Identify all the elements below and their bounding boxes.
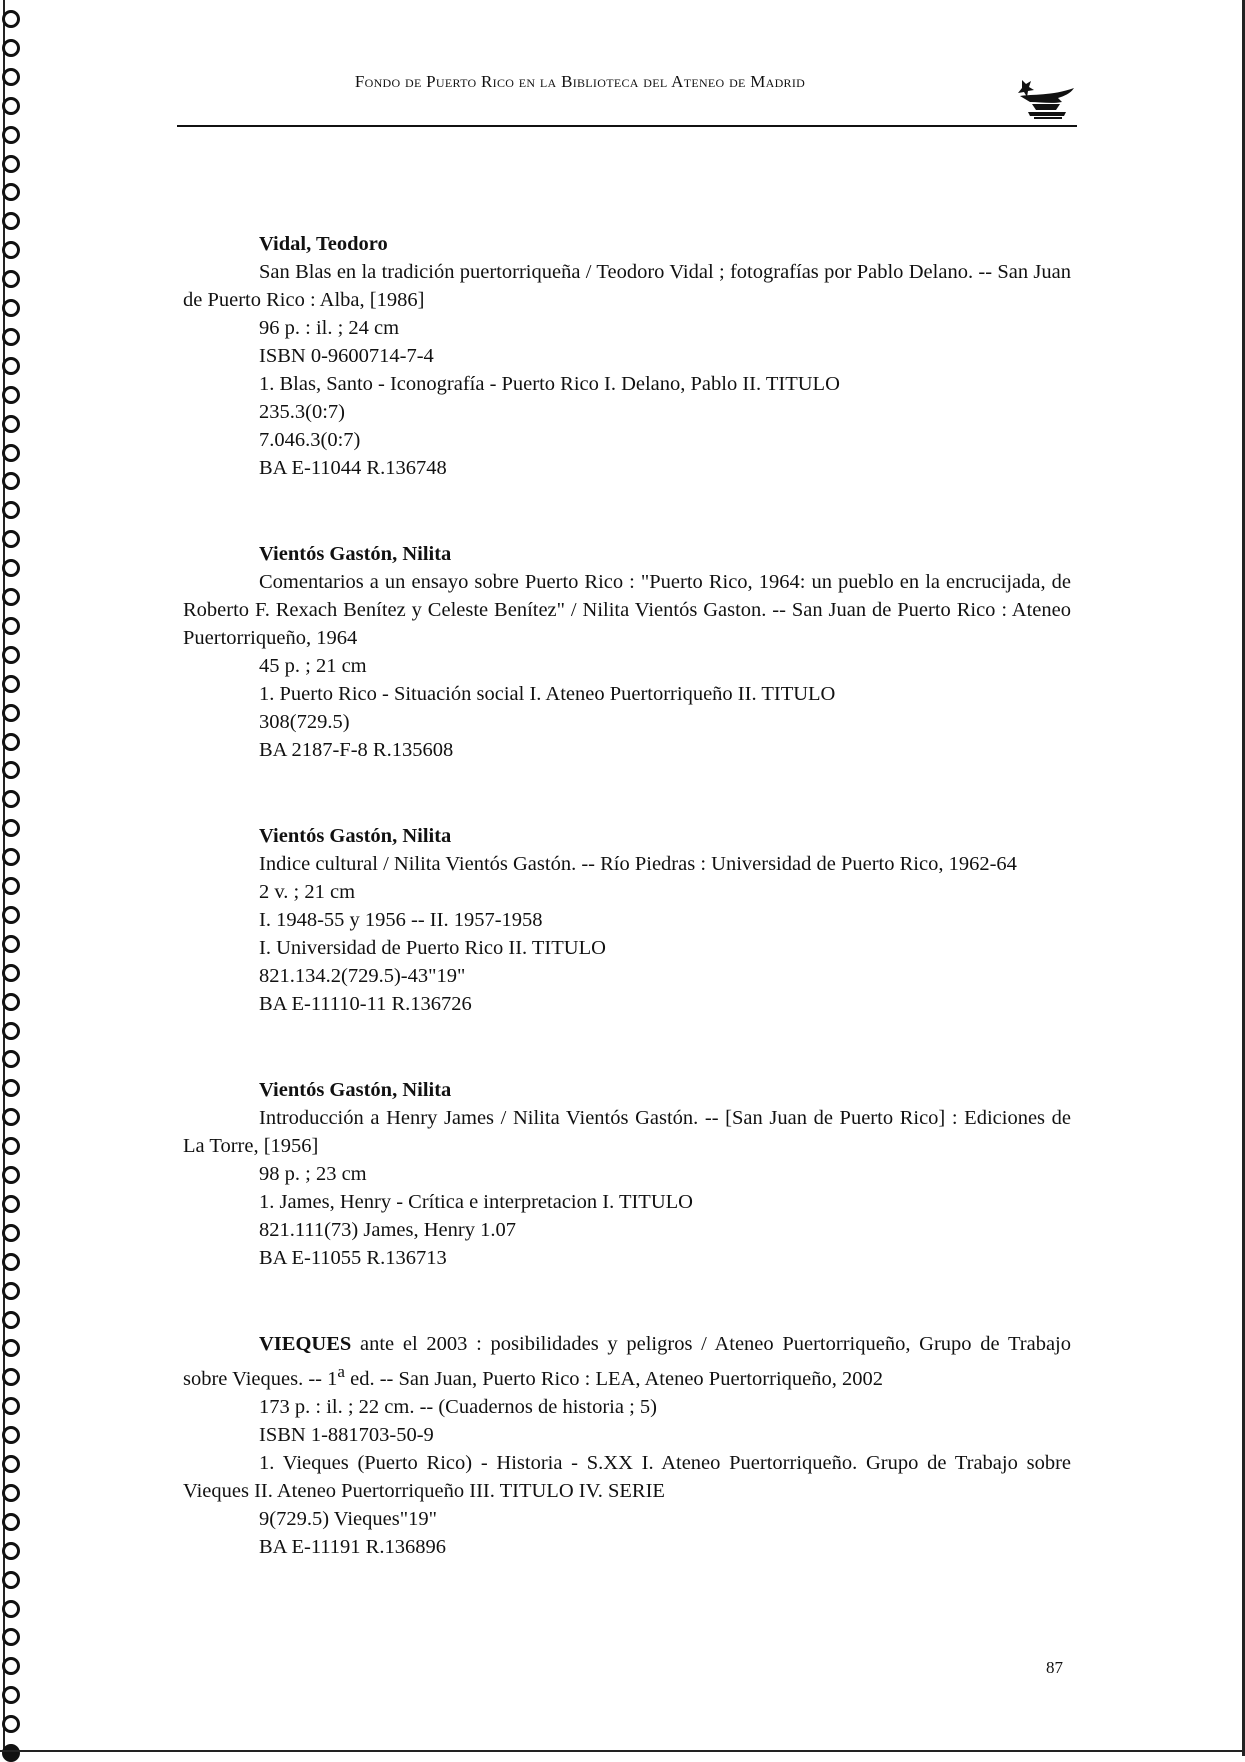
entry-author: Vidal, Teodoro (259, 233, 388, 255)
catalog-entries (183, 230, 1071, 1619)
entry-line: I. 1948-55 y 1956 -- II. 1957-1958 (259, 909, 543, 931)
binding-hole (2, 1542, 20, 1560)
entry-line: 2 v. ; 21 cm (259, 881, 356, 903)
page-header-title: Fondo de Puerto Rico en la Biblioteca del Ateneo de Madrid (354, 72, 806, 91)
binding-hole (2, 1339, 20, 1357)
binding-hole (2, 1744, 20, 1762)
entry-subjects: 1. Vieques (Puerto Rico) - Historia - S.XX I. Ateneo Puertorriqueño. Grupo de Trabajo sobre Vieques II. Ateneo Puertorriqueño III. TITULO IV. SERIE (183, 1451, 1071, 1502)
binding-hole (2, 1686, 20, 1704)
entry-line: 7.046.3(0:7) (259, 429, 361, 451)
entry-title (183, 1330, 1071, 1393)
catalog-entry (183, 230, 1071, 482)
binding-hole (2, 675, 20, 693)
entry-title-text: ante el 2003 : posibilidades y peligros / Ateneo Puertorriqueño, Grupo de Trabajo sobre Vieques. -- 1 (183, 1333, 1071, 1390)
entry-line: 45 p. ; 21 cm (259, 655, 367, 677)
entry-line: BA E-11055 R.136713 (259, 1247, 447, 1269)
binding-hole (2, 588, 20, 606)
binding-hole (2, 1513, 20, 1531)
binding-hole (2, 617, 20, 635)
binding-hole (2, 1715, 20, 1733)
binding-hole (2, 1368, 20, 1386)
binding-hole (2, 357, 20, 375)
binding-hole (2, 530, 20, 548)
binding-hole (2, 964, 20, 982)
catalog-entry (183, 540, 1071, 764)
binding-hole (2, 1282, 20, 1300)
entry-title: Indice cultural / Nilita Vientós Gastón. -- Río Piedras : Universidad de Puerto Rico, 1962-64 (259, 853, 1017, 875)
binding-hole (2, 328, 20, 346)
spiral-binding-holes (0, 0, 20, 1756)
binding-hole (2, 501, 20, 519)
binding-hole (2, 877, 20, 895)
binding-hole (2, 299, 20, 317)
entry-line: 96 p. : il. ; 24 cm (259, 317, 400, 339)
binding-hole (2, 155, 20, 173)
entry-title: San Blas en la tradición puertorriqueña / Teodoro Vidal ; fotografías por Pablo Delano. -- San Juan de Puerto Rico : Alba, [1986] (183, 261, 1071, 311)
catalog-entry-vieques (183, 1330, 1071, 1561)
binding-hole (2, 1050, 20, 1068)
binding-hole (2, 935, 20, 953)
entry-line: 1. James, Henry - Crítica e interpretacion I. TITULO (259, 1191, 693, 1213)
entry-line: 235.3(0:7) (259, 401, 345, 423)
ateneo-crest-icon (1012, 72, 1082, 122)
entry-author: Vientós Gastón, Nilita (259, 1079, 452, 1101)
entry-title-lead: VIEQUES (259, 1333, 352, 1355)
binding-hole (2, 1455, 20, 1473)
binding-hole (2, 1022, 20, 1040)
catalog-entry (183, 822, 1071, 1018)
binding-hole (2, 270, 20, 288)
catalog-entry (183, 1076, 1071, 1272)
binding-hole (2, 1397, 20, 1415)
binding-hole (2, 1079, 20, 1097)
entry-line: BA 2187-F-8 R.135608 (259, 739, 454, 761)
binding-hole (2, 559, 20, 577)
binding-hole (2, 1253, 20, 1271)
binding-hole (2, 10, 20, 28)
binding-hole (2, 1311, 20, 1329)
binding-hole (2, 39, 20, 57)
header-rule (177, 125, 1077, 127)
binding-hole (2, 472, 20, 490)
binding-hole (2, 1195, 20, 1213)
binding-hole (2, 1628, 20, 1646)
binding-hole (2, 646, 20, 664)
entry-line: BA E-11191 R.136896 (259, 1535, 446, 1558)
entry-line: BA E-11044 R.136748 (259, 457, 447, 479)
entry-line: ISBN 0-9600714-7-4 (259, 345, 434, 367)
binding-hole (2, 386, 20, 404)
binding-hole (2, 97, 20, 115)
entry-title: Introducción a Henry James / Nilita Vientós Gastón. -- [San Juan de Puerto Rico] : Ediciones de La Torre, [1956] (183, 1107, 1071, 1157)
binding-hole (2, 733, 20, 751)
binding-hole (2, 1484, 20, 1502)
entry-title: Comentarios a un ensayo sobre Puerto Rico : "Puerto Rico, 1964: un pueblo en la encrucijada, de Roberto F. Rexach Benítez y Celeste Benítez" / Nilita Vientós Gaston. -- San Juan de Puerto Rico : Ateneo Puertorriqueño, 1964 (183, 571, 1071, 649)
binding-hole (2, 212, 20, 230)
entry-line: 308(729.5) (259, 711, 350, 733)
entry-line: 9(729.5) Vieques"19" (259, 1507, 437, 1530)
binding-hole (2, 1571, 20, 1589)
entry-line: BA E-11110-11 R.136726 (259, 993, 472, 1015)
binding-hole (2, 819, 20, 837)
entry-line: 1. Blas, Santo - Iconografía - Puerto Rico I. Delano, Pablo II. TITULO (259, 373, 840, 395)
binding-hole (2, 704, 20, 722)
entry-line: I. Universidad de Puerto Rico II. TITULO (259, 937, 606, 959)
binding-hole (2, 1108, 20, 1126)
entry-line: 821.111(73) James, Henry 1.07 (259, 1219, 516, 1241)
binding-hole (2, 1426, 20, 1444)
entry-line: 98 p. ; 23 cm (259, 1163, 367, 1185)
entry-author: Vientós Gastón, Nilita (259, 825, 452, 847)
binding-hole (2, 1657, 20, 1675)
edition-superscript: a (337, 1362, 345, 1381)
binding-hole (2, 415, 20, 433)
binding-hole (2, 1600, 20, 1618)
page-edge-bottom (0, 1750, 1245, 1752)
binding-hole (2, 68, 20, 86)
entry-line: 173 p. : il. ; 22 cm. -- (Cuadernos de historia ; 5) (259, 1395, 657, 1418)
binding-hole (2, 126, 20, 144)
binding-hole (2, 848, 20, 866)
entry-title-end: ed. -- San Juan, Puerto Rico : LEA, Ateneo Puertorriqueño, 2002 (344, 1367, 884, 1390)
binding-hole (2, 993, 20, 1011)
binding-hole (2, 1137, 20, 1155)
entry-line: 821.134.2(729.5)-43"19" (259, 965, 466, 987)
binding-hole (2, 183, 20, 201)
binding-hole (2, 1224, 20, 1242)
binding-hole (2, 1166, 20, 1184)
entry-line: 1. Puerto Rico - Situación social I. Ateneo Puertorriqueño II. TITULO (259, 683, 836, 705)
binding-hole (2, 241, 20, 259)
binding-hole (2, 906, 20, 924)
page-number: 87 (1046, 1658, 1063, 1677)
entry-author: Vientós Gastón, Nilita (259, 543, 452, 565)
binding-hole (2, 790, 20, 808)
binding-hole (2, 761, 20, 779)
entry-line: ISBN 1-881703-50-9 (259, 1423, 434, 1446)
binding-hole (2, 444, 20, 462)
